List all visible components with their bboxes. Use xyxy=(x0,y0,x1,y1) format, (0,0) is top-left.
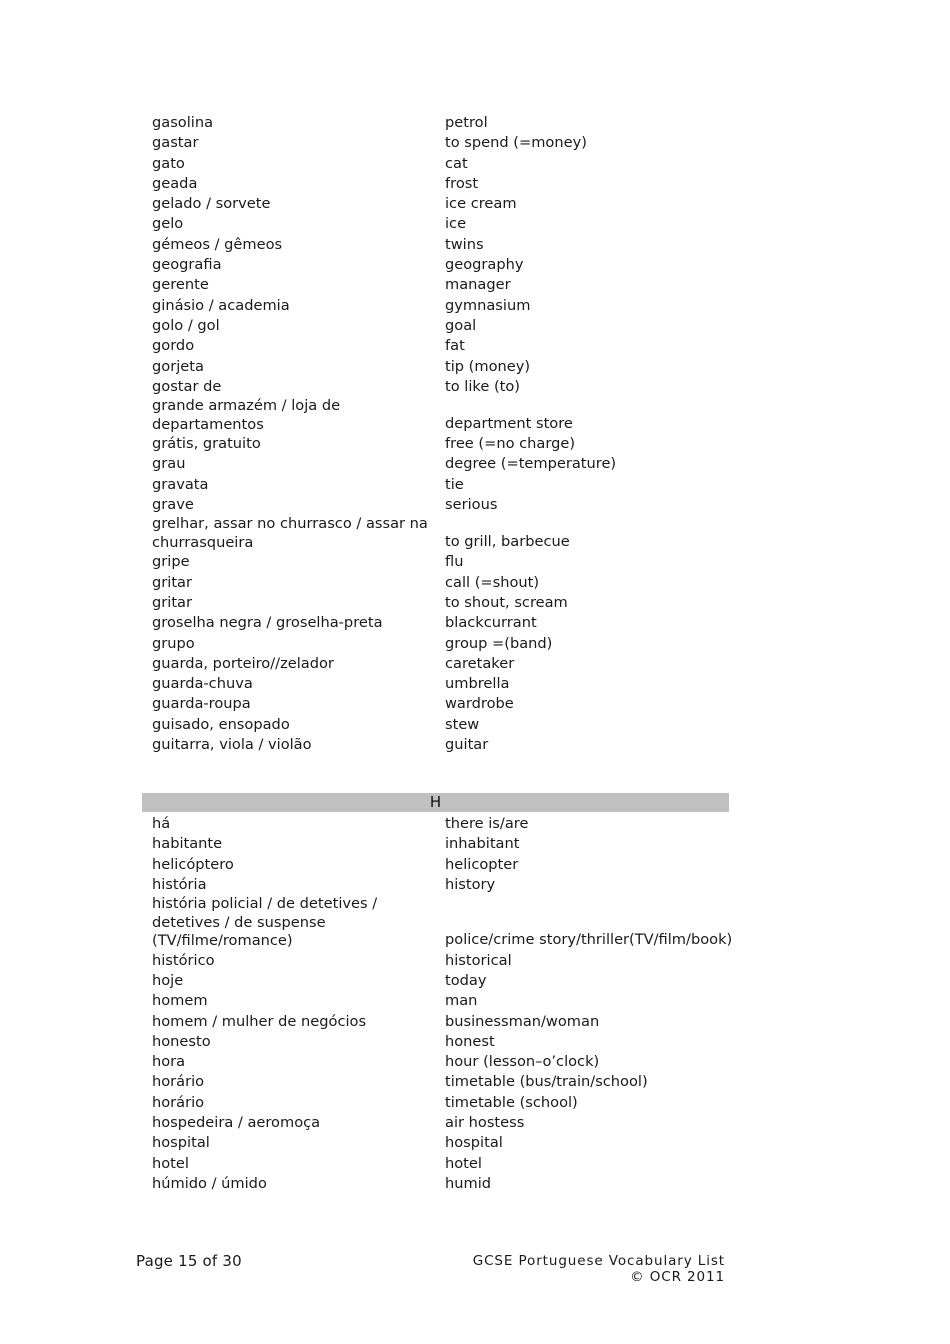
portuguese-term: grelhar, assar no churrasco / assar na churrasqueira xyxy=(152,515,428,551)
vocab-row xyxy=(152,434,742,454)
vocab-row xyxy=(152,895,742,951)
english-translation: goal xyxy=(445,316,477,334)
portuguese-term: gorjeta xyxy=(152,357,204,375)
portuguese-term: grave xyxy=(152,496,194,514)
vocab-row xyxy=(152,316,742,336)
english-translation: ice cream xyxy=(445,195,517,213)
portuguese-term: gordo xyxy=(152,337,195,355)
vocab-row xyxy=(152,1032,742,1052)
vocab-row xyxy=(152,495,742,515)
portuguese-term: honesto xyxy=(152,1032,211,1050)
english-translation: honest xyxy=(445,1032,495,1050)
english-translation: caretaker xyxy=(445,654,515,672)
english-translation: businessman/woman xyxy=(445,1012,600,1030)
vocab-row xyxy=(152,834,742,854)
english-translation: hotel xyxy=(445,1154,482,1172)
vocab-row xyxy=(152,235,742,255)
portuguese-term: grupo xyxy=(152,634,195,652)
english-translation: hospital xyxy=(445,1134,503,1152)
portuguese-term: hotel xyxy=(152,1154,189,1172)
vocab-row xyxy=(152,735,742,755)
portuguese-term: histórico xyxy=(152,951,215,969)
english-translation: timetable (school) xyxy=(445,1093,578,1111)
english-translation: degree (=temperature) xyxy=(445,455,617,473)
portuguese-term: horário xyxy=(152,1073,205,1091)
portuguese-term: guarda-roupa xyxy=(152,695,251,713)
english-translation: inhabitant xyxy=(445,835,520,853)
vocab-row xyxy=(152,1113,742,1133)
page-number: Page 15 of 30 xyxy=(136,1252,242,1270)
vocab-row xyxy=(152,552,742,572)
document-title: GCSE Portuguese Vocabulary List xyxy=(472,1253,725,1269)
vocab-row xyxy=(152,174,742,194)
portuguese-term: gripe xyxy=(152,553,190,571)
portuguese-term: hospedeira / aeromoça xyxy=(152,1114,321,1132)
vocab-row xyxy=(152,1012,742,1032)
portuguese-term: hoje xyxy=(152,971,184,989)
portuguese-term: gelado / sorvete xyxy=(152,195,271,213)
english-translation: tip (money) xyxy=(445,357,531,375)
english-translation: historical xyxy=(445,951,512,969)
portuguese-term: húmido / úmido xyxy=(152,1174,267,1192)
vocab-row xyxy=(152,814,742,834)
portuguese-term: grau xyxy=(152,455,186,473)
portuguese-term: há xyxy=(152,815,171,832)
english-translation: fat xyxy=(445,337,465,355)
vocab-row xyxy=(152,1154,742,1174)
english-translation: man xyxy=(445,992,478,1010)
english-translation: guitar xyxy=(445,736,489,754)
english-translation: to spend (=money) xyxy=(445,134,587,152)
portuguese-term: homem xyxy=(152,992,208,1010)
english-translation: police/crime story/thriller(TV/film/book) xyxy=(445,931,733,949)
english-translation: call (=shout) xyxy=(445,573,540,591)
vocab-row xyxy=(152,1093,742,1113)
vocab-row xyxy=(152,1174,742,1194)
english-translation: twins xyxy=(445,235,484,253)
vocab-row xyxy=(152,971,742,991)
vocab-row xyxy=(152,397,742,434)
section-header-h: H xyxy=(142,793,729,812)
english-translation: to like (to) xyxy=(445,377,520,395)
english-translation: free (=no charge) xyxy=(445,435,576,453)
english-translation: today xyxy=(445,971,487,989)
portuguese-term: história xyxy=(152,875,207,893)
vocab-row xyxy=(152,133,742,153)
portuguese-term: gastar xyxy=(152,134,199,152)
english-translation: petrol xyxy=(445,114,488,131)
english-translation: ice xyxy=(445,215,467,233)
english-translation: helicopter xyxy=(445,855,519,873)
english-translation: timetable (bus/train/school) xyxy=(445,1073,648,1091)
english-translation: flu xyxy=(445,553,464,571)
vocab-row xyxy=(152,875,742,895)
portuguese-term: helicóptero xyxy=(152,855,234,873)
portuguese-term: guarda, porteiro//zelador xyxy=(152,654,334,672)
english-translation: history xyxy=(445,875,496,893)
english-translation: blackcurrant xyxy=(445,614,537,632)
english-translation: department store xyxy=(445,414,573,432)
vocab-row xyxy=(152,113,742,133)
vocab-row xyxy=(152,593,742,613)
vocab-row xyxy=(152,613,742,633)
english-translation: geography xyxy=(445,256,524,274)
vocab-row xyxy=(152,255,742,275)
vocab-row xyxy=(152,154,742,174)
english-translation: to shout, scream xyxy=(445,593,568,611)
portuguese-term: hospital xyxy=(152,1134,210,1152)
english-translation: air hostess xyxy=(445,1114,525,1132)
vocab-row xyxy=(152,377,742,397)
vocab-row xyxy=(152,1052,742,1072)
portuguese-term: gémeos / gêmeos xyxy=(152,235,283,253)
english-translation: umbrella xyxy=(445,675,510,693)
portuguese-term: geografia xyxy=(152,256,222,274)
portuguese-term: hora xyxy=(152,1053,186,1071)
english-translation: gymnasium xyxy=(445,296,531,314)
portuguese-term: gostar de xyxy=(152,377,222,395)
portuguese-term: gelo xyxy=(152,215,184,233)
vocab-list-h xyxy=(152,814,742,1194)
english-translation: stew xyxy=(445,715,480,733)
portuguese-term: guarda-chuva xyxy=(152,675,253,693)
vocab-row xyxy=(152,991,742,1011)
vocab-list-g xyxy=(152,113,742,755)
english-translation: hour (lesson–o’clock) xyxy=(445,1053,600,1071)
portuguese-term: gerente xyxy=(152,276,209,294)
portuguese-term: história policial / de detetives / detetives / de suspense (TV/filme/romance) xyxy=(152,895,378,950)
portuguese-term: homem / mulher de negócios xyxy=(152,1012,367,1030)
portuguese-term: horário xyxy=(152,1093,205,1111)
vocab-row xyxy=(152,357,742,377)
vocab-row xyxy=(152,275,742,295)
english-translation: group =(band) xyxy=(445,634,553,652)
portuguese-term: habitante xyxy=(152,835,223,853)
english-translation: wardrobe xyxy=(445,695,514,713)
vocab-row xyxy=(152,654,742,674)
portuguese-term: gasolina xyxy=(152,114,214,131)
english-translation: to grill, barbecue xyxy=(445,533,570,551)
vocab-row xyxy=(152,454,742,474)
vocab-row xyxy=(152,715,742,735)
vocab-row xyxy=(152,1133,742,1153)
portuguese-term: grande armazém / loja de departamentos xyxy=(152,397,341,433)
english-translation: frost xyxy=(445,174,479,192)
english-translation: manager xyxy=(445,276,511,294)
english-translation: humid xyxy=(445,1174,492,1192)
portuguese-term: golo / gol xyxy=(152,316,220,334)
vocab-row xyxy=(152,296,742,316)
portuguese-term: groselha negra / groselha-preta xyxy=(152,614,383,632)
english-translation: there is/are xyxy=(445,815,529,832)
portuguese-term: guisado, ensopado xyxy=(152,715,290,733)
vocab-row xyxy=(152,515,742,552)
portuguese-term: ginásio / academia xyxy=(152,296,290,314)
vocab-row xyxy=(152,214,742,234)
vocab-row xyxy=(152,336,742,356)
copyright: © OCR 2011 xyxy=(630,1269,725,1285)
vocab-row xyxy=(152,674,742,694)
portuguese-term: grátis, gratuito xyxy=(152,435,261,453)
english-translation: serious xyxy=(445,496,498,514)
vocab-row xyxy=(152,694,742,714)
portuguese-term: guitarra, viola / violão xyxy=(152,736,312,754)
portuguese-term: gritar xyxy=(152,573,192,591)
vocab-row xyxy=(152,855,742,875)
vocab-row xyxy=(152,475,742,495)
portuguese-term: geada xyxy=(152,174,198,192)
footer-credit xyxy=(473,1253,725,1285)
english-translation: tie xyxy=(445,475,464,493)
portuguese-term: gravata xyxy=(152,475,209,493)
portuguese-term: gritar xyxy=(152,593,192,611)
vocab-row xyxy=(152,1072,742,1092)
portuguese-term: gato xyxy=(152,154,185,172)
vocab-row xyxy=(152,194,742,214)
vocab-row xyxy=(152,634,742,654)
vocab-row xyxy=(152,951,742,971)
vocab-row xyxy=(152,573,742,593)
english-translation: cat xyxy=(445,154,468,172)
